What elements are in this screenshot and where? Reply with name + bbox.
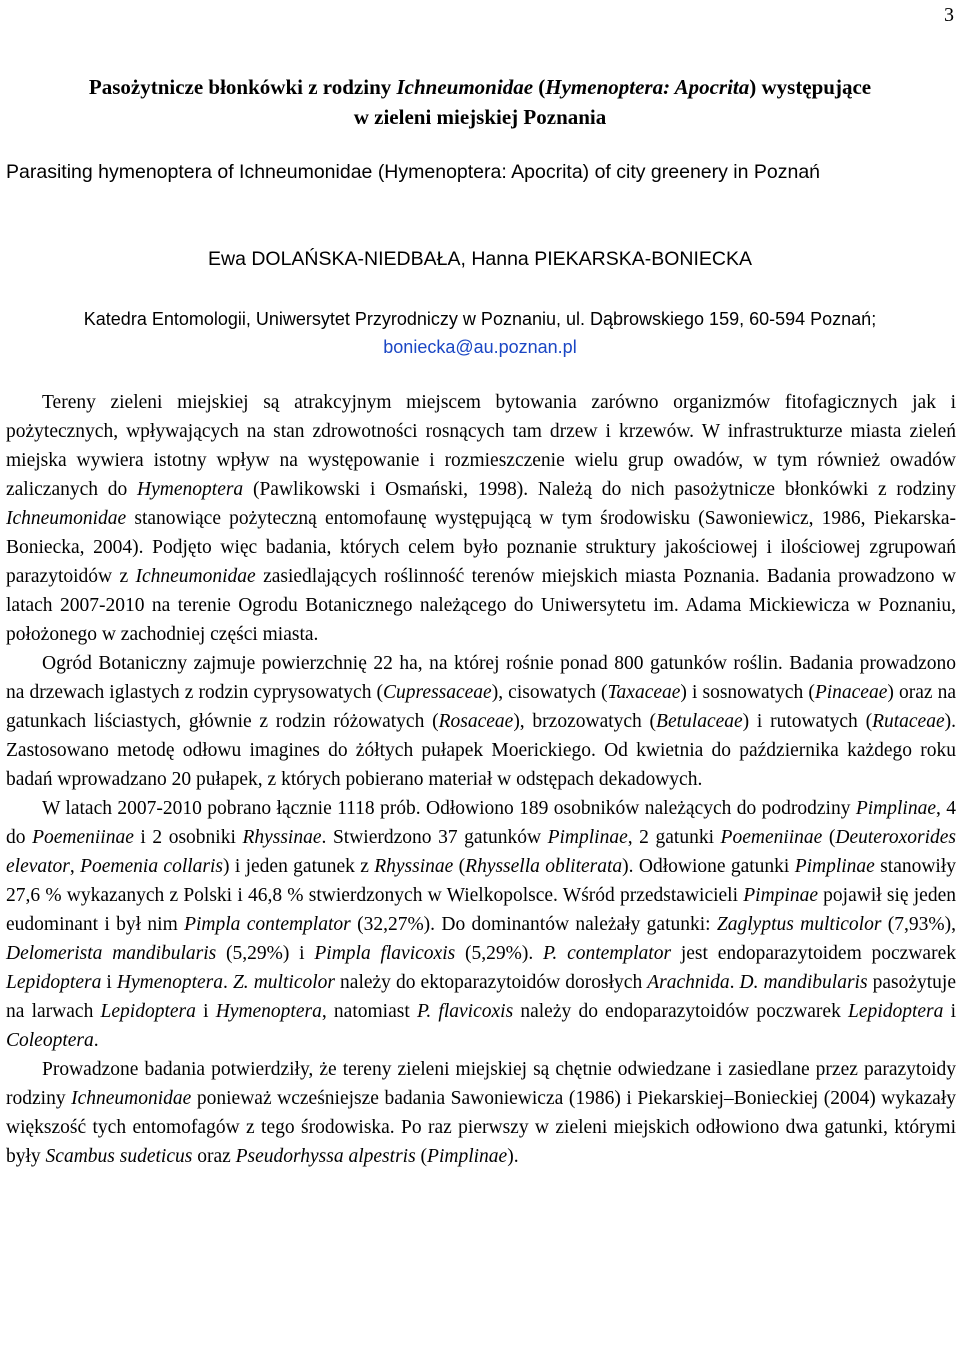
title-line1-part-d: Hymenoptera: Apocrita <box>545 75 750 99</box>
latin-term: Pseudorhyssa alpestris <box>235 1146 416 1167</box>
latin-term: Lepidoptera <box>100 1001 196 1022</box>
latin-term: Coleoptera <box>6 1030 94 1051</box>
text-run: Tereny zieleni miejskiej są atrakcyjnym miejscem bytowania zarówno organizmów fitofagicznych jak i pożytecznych, wpływających na stan zdrowotności rosnących tam drzew i krzewów. W infrastrukturze miasta zieleń miejska wywiera istotny wpływ na występowanie i rozmieszczenie wielu grup owadów, w tym również owadów zaliczanych do <box>6 392 956 500</box>
text-run: ), cisowatych ( <box>491 682 608 703</box>
title-line1-part-c: ( <box>533 75 546 99</box>
latin-term: Rhyssinae <box>242 827 322 848</box>
text-run: , <box>69 856 81 877</box>
text-run: Prowadzone badania potwierdziły, że tereny zieleni miejskiej są chętnie odwiedzane i zasiedlane przez parazytoidy rodziny <box>6 1059 956 1109</box>
text-run: (5,29%) i <box>216 943 315 964</box>
latin-term: Poemeniinae <box>720 827 823 848</box>
latin-term: Pinaceae <box>814 682 888 703</box>
latin-term: Delomerista mandibularis <box>6 943 217 964</box>
latin-term: Pimplinae <box>855 798 936 819</box>
text-run: stanowiące pożyteczną entomofaunę występującą w tym środowisku (Sawoniewicz, 1986, Piekarska-Boniecka, 2004). Podjęto więc badania, których celem było poznanie struktury jakościowej i ilościowej zgrupowań parazytoidów z <box>6 508 956 587</box>
text-run: . Stwierdzono 37 gatunków <box>321 827 548 848</box>
text-run: (32,27%). Do dominantów należały gatunki: <box>350 914 717 935</box>
latin-term: Poemenia collaris <box>80 856 224 877</box>
latin-term: Pimplinae <box>794 856 875 877</box>
text-run: ). <box>507 1146 519 1167</box>
text-run: . <box>223 972 233 993</box>
text-run: pasożytuje na larwach <box>6 972 957 1022</box>
text-run: ). Zastosowano metodę odłowu imagines do żółtych pułapek Moerickiego. Od kwietnia do października każdego roku badań wprowadzano 20 pułapek, z których pobierano materiał w odstępach dekadowych. <box>6 711 956 790</box>
latin-term: Rhyssinae <box>374 856 454 877</box>
latin-term: Hymenoptera <box>215 1001 322 1022</box>
latin-term: Cupressaceae <box>383 682 492 703</box>
text-run: Ogród Botaniczny zajmuje powierzchnię 22 ha, na której rośnie ponad 800 gatunków roślin. Badania prowadzono na drzewach iglastych z rodzin cyprysowatych ( <box>6 653 956 703</box>
latin-term: Poemeniinae <box>32 827 134 848</box>
paragraph-2 <box>6 649 956 794</box>
latin-term: Pimpinae <box>743 885 818 906</box>
latin-term: P. contemplator <box>543 943 672 964</box>
text-run: ) i sosnowatych ( <box>680 682 815 703</box>
text-run: (Pawlikowski i Osmański, 1998). Należą do nich pasożytnicze błonkówki z rodziny <box>243 479 956 500</box>
page-number: 3 <box>944 4 954 26</box>
text-run: ( <box>453 856 466 877</box>
latin-term: D. mandibularis <box>739 972 868 993</box>
authors: Ewa DOLAŃSKA-NIEDBAŁA, Hanna PIEKARSKA-BONIECKA <box>207 248 753 270</box>
text-run: oraz <box>192 1146 236 1167</box>
latin-term: Ichneumonidae <box>71 1088 192 1109</box>
text-run: należy do endoparazytoidów poczwarek <box>513 1001 849 1022</box>
latin-term: Scambus sudeticus <box>45 1146 193 1167</box>
latin-term: Rutaceae <box>872 711 945 732</box>
latin-term: Zaglyptus multicolor <box>716 914 882 935</box>
latin-term: Hymenoptera <box>137 479 244 500</box>
text-run: ( <box>415 1146 428 1167</box>
title-line1-part-e: ) występujące <box>749 75 872 99</box>
latin-term: Z. multicolor <box>232 972 335 993</box>
text-run: (5,29%). <box>455 943 544 964</box>
paragraph-1 <box>6 388 956 649</box>
text-run: (7,93%), <box>881 914 957 935</box>
title-line1-part-b: Ichneumonidae <box>396 75 534 99</box>
title-polish <box>0 72 960 132</box>
text-run: . <box>93 1030 99 1051</box>
latin-term: Ichneumonidae <box>6 508 127 529</box>
text-run: ). Odłowione gatunki <box>622 856 795 877</box>
text-run: ( <box>822 827 836 848</box>
paragraph-3 <box>6 794 956 1055</box>
text-run: stanowiły 27,6 % wykazanych z Polski i 46,8 % stwierdzonych w Wielkopolsce. Wśród przedstawicieli <box>6 856 957 906</box>
text-run: i <box>101 972 117 993</box>
text-run: W latach 2007-2010 pobrano łącznie 1118 prób. Odłowiono 189 osobników należących do podrodziny <box>42 798 856 819</box>
latin-term: Rosaceae <box>438 711 514 732</box>
text-run: . <box>729 972 740 993</box>
latin-term: Lepidoptera <box>6 972 102 993</box>
text-run: zasiedlających roślinność terenów miejskich miasta Poznania. Badania prowadzono w latach 2007-2010 na terenie Ogrodu Botanicznego należącego do Uniwersytetu im. Adama Mickiewicza w Poznaniu, położonego w zachodniej części miasta. <box>6 566 956 645</box>
latin-term: Ichneumonidae <box>135 566 256 587</box>
text-run: i 2 osobniki <box>133 827 243 848</box>
text-run: ) i jeden gatunek z <box>223 856 375 877</box>
text-run: , natomiast <box>321 1001 417 1022</box>
latin-term: Pimplinae <box>547 827 628 848</box>
text-run: ) i rutowatych ( <box>742 711 873 732</box>
text-run: , 2 gatunki <box>627 827 721 848</box>
latin-term: Hymenoptera <box>116 972 224 993</box>
latin-term: Pimpla flavicoxis <box>314 943 456 964</box>
title-english: Parasiting hymenoptera of Ichneumonidae (Hymenoptera: Apocrita) of city greenery in Poznań <box>6 161 821 183</box>
text-run: jest endoparazytoidem poczwarek <box>671 943 956 964</box>
text-run: i <box>195 1001 216 1022</box>
abstract-body <box>6 388 956 1171</box>
affiliation-text: Katedra Entomologii, Uniwersytet Przyrodniczy w Poznaniu, ul. Dąbrowskiego 159, 60-594 Poznań; <box>83 309 877 329</box>
latin-term: Pimplinae <box>427 1146 508 1167</box>
text-run: ), brzozowatych ( <box>513 711 657 732</box>
latin-term: Pimpla contemplator <box>184 914 351 935</box>
latin-term: P. flavicoxis <box>416 1001 514 1022</box>
title-line1-part-a: Pasożytnicze błonkówki z rodziny <box>88 75 397 99</box>
text-run: ) oraz na gatunkach liściastych, głównie z rodzin różowatych ( <box>6 682 957 732</box>
email-link[interactable]: boniecka@au.poznan.pl <box>383 337 577 357</box>
latin-term: Betulaceae <box>656 711 743 732</box>
latin-term: Rhyssella obliterata <box>465 856 623 877</box>
text-run: należy do ektoparazytoidów dorosłych <box>334 972 648 993</box>
text-run: , 4 do <box>6 798 956 848</box>
affiliation <box>0 305 960 361</box>
latin-term: Lepidoptera <box>848 1001 944 1022</box>
latin-term: Deuteroxorides elevator <box>6 827 956 877</box>
text-run: pojawił się jeden eudominant i był nim <box>6 885 956 935</box>
text-run: i <box>943 1001 956 1022</box>
paragraph-4 <box>6 1055 956 1171</box>
latin-term: Arachnida <box>647 972 730 993</box>
latin-term: Taxaceae <box>607 682 681 703</box>
text-run: ponieważ wcześniejsze badania Sawoniewicza (1986) i Piekarskiej–Bonieckiej (2004) wykazały większość tych entomofagów z tego środowiska. Po raz pierwszy w zieleni miejskich odłowiono dwa gatunki, którymi były <box>6 1088 956 1167</box>
title-line2: w zieleni miejskiej Poznania <box>353 105 607 129</box>
